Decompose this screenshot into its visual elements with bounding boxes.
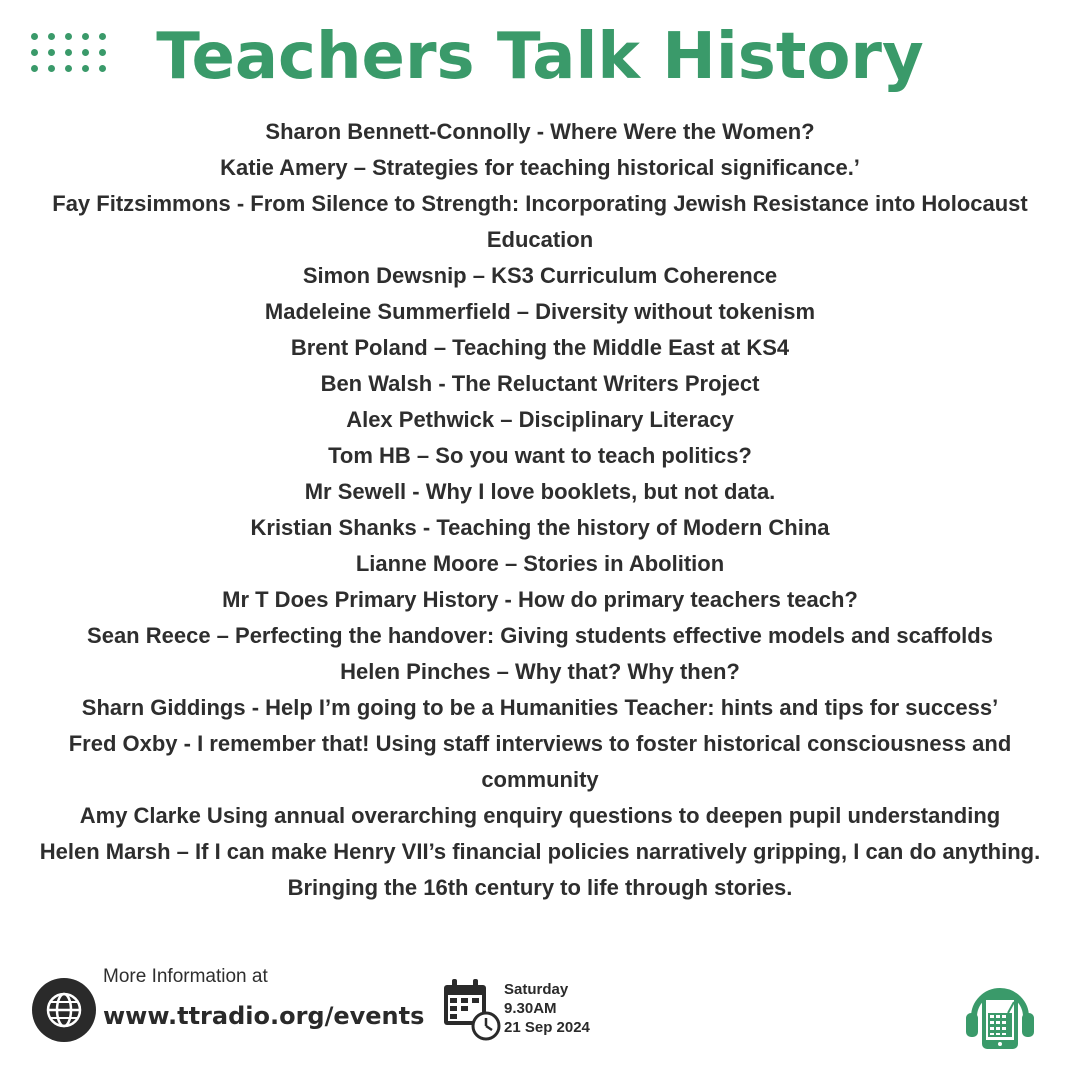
- list-item: Brent Poland – Teaching the Middle East at KS4: [290, 335, 790, 360]
- list-item: Alex Pethwick – Disciplinary Literacy: [346, 407, 734, 432]
- list-item: Helen Pinches – Why that? Why then?: [340, 659, 740, 684]
- globe-icon: [32, 978, 96, 1042]
- event-time: 9.30AM: [504, 1000, 557, 1017]
- more-info-label: More Information at: [103, 966, 268, 987]
- event-details: [504, 980, 590, 1037]
- list-item: Helen Marsh – If I can make Henry VII’s financial policies narratively gripping, I can do anything. Bringing the 16th century to life through stories.: [39, 839, 1041, 900]
- talk-list: [20, 114, 1060, 906]
- list-item: Sharn Giddings - Help I’m going to be a Humanities Teacher: hints and tips for success’: [81, 695, 999, 720]
- calendar-clock-icon: [441, 976, 501, 1046]
- page-title: Teachers Talk History: [156, 20, 924, 94]
- list-item: Ben Walsh - The Reluctant Writers Project: [320, 371, 760, 396]
- list-item: Simon Dewsnip – KS3 Curriculum Coherence: [302, 263, 778, 288]
- events-link[interactable]: www.ttradio.org/events: [103, 1002, 425, 1030]
- list-item: Lianne Moore – Stories in Abolition: [355, 551, 725, 576]
- list-item: Mr T Does Primary History - How do primary teachers teach?: [222, 587, 858, 612]
- list-item: Amy Clarke Using annual overarching enquiry questions to deepen pupil understanding: [79, 803, 1001, 828]
- list-item: Mr Sewell - Why I love booklets, but not data.: [304, 479, 776, 504]
- event-date: 21 Sep 2024: [504, 1019, 590, 1036]
- list-item: Sean Reece – Perfecting the handover: Giving students effective models and scaffolds: [87, 623, 993, 648]
- list-item: Tom HB – So you want to teach politics?: [328, 443, 752, 468]
- event-day: Saturday: [504, 981, 569, 998]
- list-item: Sharon Bennett-Connolly - Where Were the Women?: [265, 119, 815, 144]
- list-item: Fred Oxby - I remember that! Using staff interviews to foster historical consciousness and community: [68, 731, 1012, 792]
- list-item: Madeleine Summerfield – Diversity without tokenism: [264, 299, 816, 324]
- list-item: Fay Fitzsimmons - From Silence to Strength: Incorporating Jewish Resistance into Holocaust Education: [52, 191, 1028, 252]
- list-item: Kristian Shanks - Teaching the history of Modern China: [250, 515, 830, 540]
- radio-phone-headphones-icon: [962, 975, 1042, 1059]
- list-item: Katie Amery – Strategies for teaching historical significance.’: [220, 155, 860, 180]
